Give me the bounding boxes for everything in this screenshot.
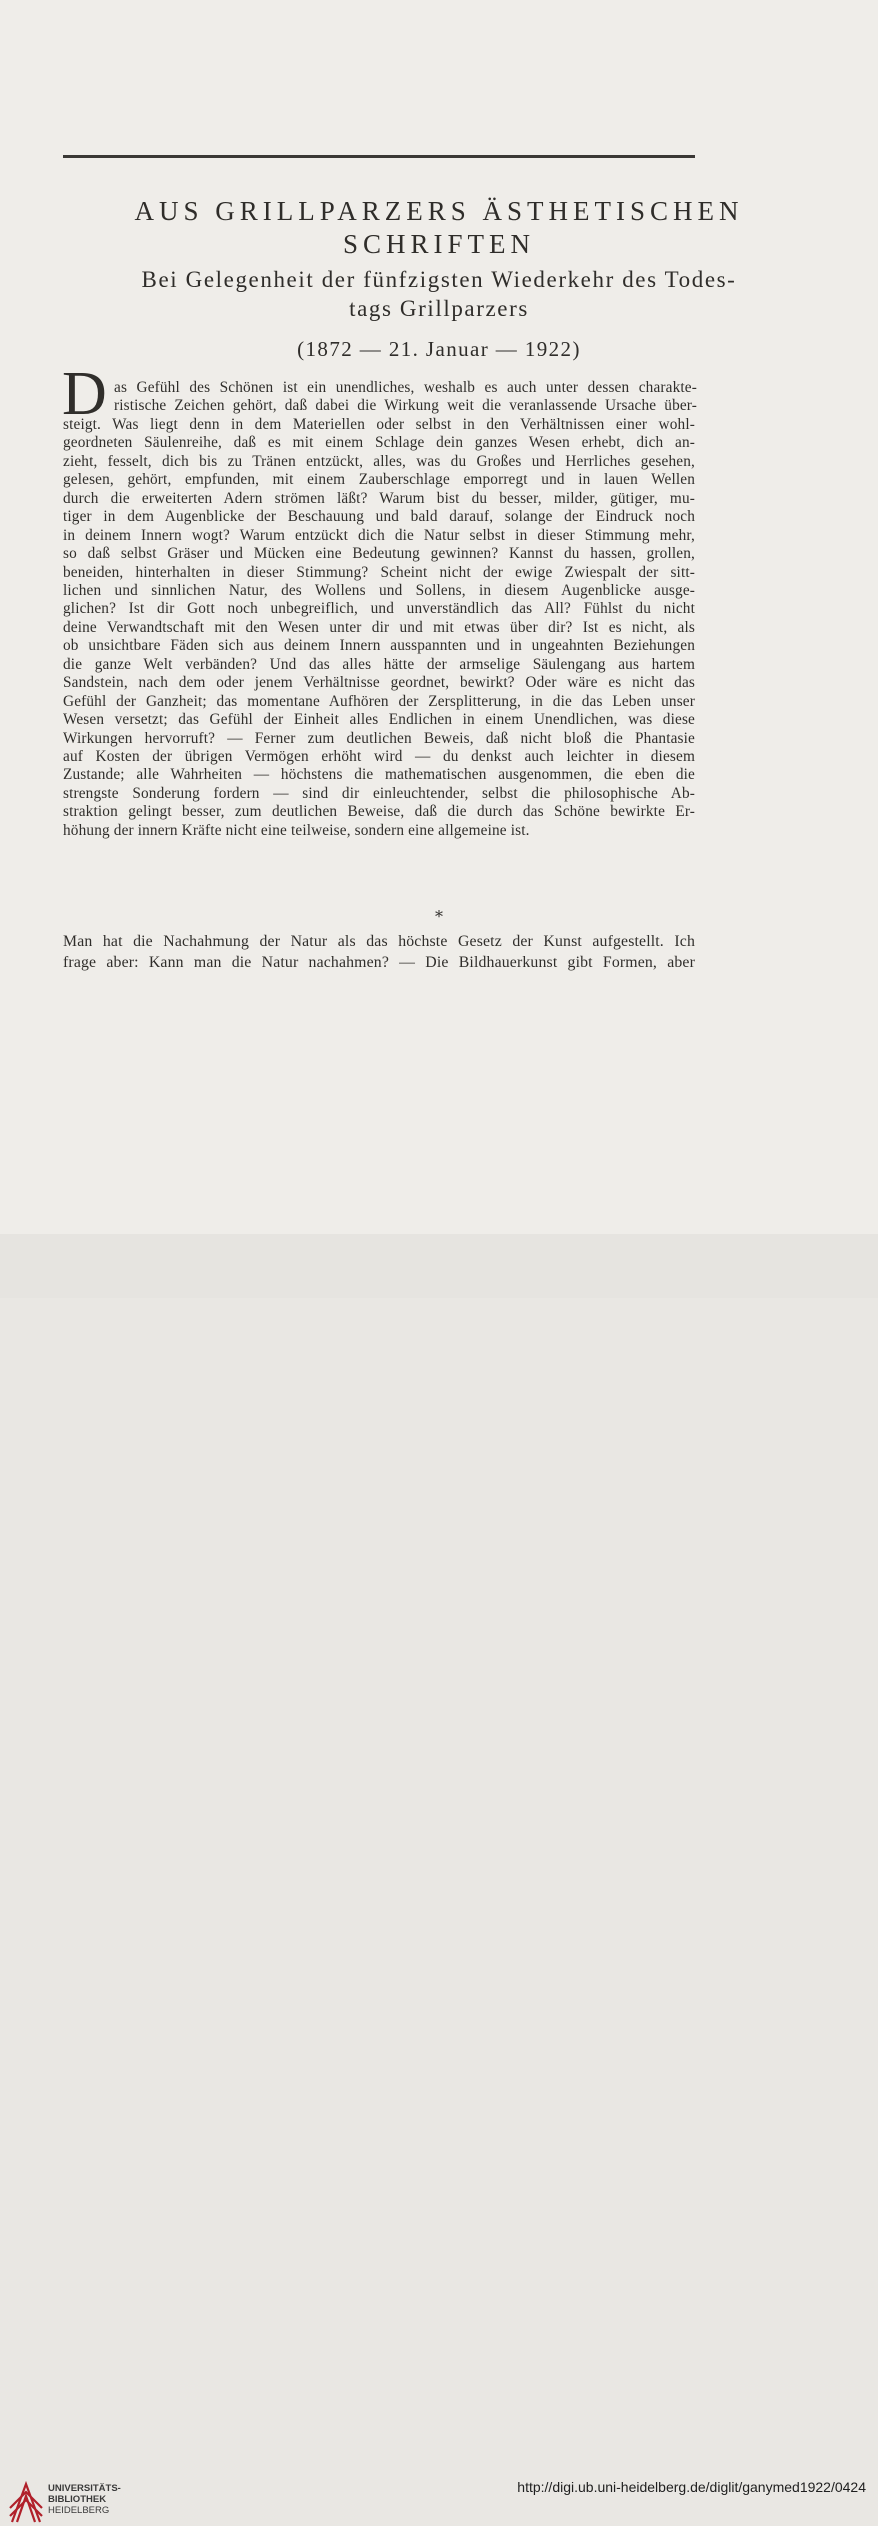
body-line: Wesen versetzt; das Gefühl der Einheit alles Endlichen in einem Unendlichen, was diese: [63, 711, 695, 729]
body-line: durch die erweiterten Adern strömen läßt? Warum bist du besser, milder, gütiger, mu-: [63, 489, 695, 507]
library-name-line-2: BIBLIOTHEK: [48, 2494, 107, 2505]
body-line: strengste Sonderung fordern — sind dir einleuchtender, selbst die philosophische Ab-: [63, 784, 695, 802]
dateline: (1872 — 21. Januar — 1922): [297, 337, 581, 361]
library-name-line-1: UNIVERSITÄTS-: [48, 2483, 121, 2494]
body-line: ob unsichtbare Fäden sich aus deinem Innern ausspannten und in ungeahnten Beziehungen: [63, 637, 695, 655]
body-line: deine Verwandtschaft mit den Wesen unter dir und mit etwas über dir? Ist es nicht, als: [63, 618, 695, 636]
body-line: tiger in dem Augenblicke der Beschauung und bald darauf, solange der Eindruck noch: [63, 508, 695, 526]
body-line: höhung der innern Kräfte nicht eine teilweise, sondern eine allgemeine ist.: [63, 821, 530, 839]
body-line: beneiden, hinterhalten in dieser Stimmung? Scheint nicht der ewige Zwiespalt der sitt-: [63, 563, 695, 581]
body-line: glichen? Ist dir Gott noch unbegreiflich, und unverständlich das All? Fühlst du nicht: [63, 600, 695, 618]
article-title-line-1: AUS GRILLPARZERS ÄSTHETISCHEN: [134, 196, 744, 226]
body-line: in deinem Innern wogt? Warum entzückt dich die Natur selbst in dieser Stimmung mehr,: [63, 526, 695, 544]
body-line: Sandstein, nach dem oder jenem Verhältnisse geordnet, bewirkt? Oder wäre es nicht das: [63, 674, 695, 692]
university-library-logo-icon: [8, 2478, 44, 2526]
body-line: Gefühl der Ganzheit; das momentane Aufhören der Zersplitterung, in die das Leben unser: [63, 692, 695, 710]
body-line: geordneten Säulenreihe, daß es mit einem Schlage dein ganzes Wesen erhebt, dich an-: [63, 434, 695, 452]
body-line: Wirkungen hervorruft? — Ferner zum deutlichen Beweis, daß nicht bloß die Phantasie: [63, 729, 695, 747]
body-line: Zustande; alle Wahrheiten — höchstens die mathematischen ausgenommen, die eben die: [63, 766, 695, 784]
paragraph-line: Man hat die Nachahmung der Natur als das höchste Gesetz der Kunst aufgestellt. Ich: [63, 933, 695, 950]
body-line: as Gefühl des Schönen ist ein unendliches, weshalb es auch unter dessen charakte-: [114, 379, 697, 396]
paragraph-line: frage aber: Kann man die Natur nachahmen? — Die Bildhauerkunst gibt Formen, aber: [63, 954, 695, 971]
subtitle-line-1: Bei Gelegenheit der fünfzigsten Wiederkehr des Todes-: [141, 267, 737, 292]
section-separator: *: [435, 907, 443, 926]
body-line: ristische Zeichen gehört, daß dabei die Wirkung weit die veranlassende Ursache über-: [114, 397, 697, 415]
body-line: zieht, fesselt, dich bis zu Tränen entzückt, alles, was du Großes und Herrliches gesehen,: [63, 452, 695, 470]
library-name-line-3: HEIDELBERG: [48, 2505, 110, 2516]
footer-bar: [0, 1234, 878, 2516]
body-line: so daß selbst Gräser und Mücken eine Bedeutung gewinnen? Kannst du hassen, grollen,: [63, 545, 695, 563]
article-title-line-2: SCHRIFTEN: [342, 229, 536, 259]
library-name: [48, 2483, 121, 2516]
drop-cap: D: [62, 360, 107, 428]
body-line: lichen und sinnlichen Natur, des Wollens und Sollens, in diesem Augenblicke ausge-: [63, 581, 695, 599]
body-line: steigt. Was liegt denn in dem Materiellen oder selbst in den Verhältnissen einer wohl-: [63, 415, 695, 433]
document-page: [0, 0, 878, 1234]
body-line: auf Kosten der übrigen Vermögen erhöht wird — du denkst auch leichter in diesem: [63, 748, 695, 765]
subtitle-line-2: tags Grillparzers: [349, 296, 529, 321]
body-line: gelesen, gehört, empfunden, mit einem Zauberschlage emporregt und in lauen Wellen: [63, 471, 695, 489]
header-rule: [63, 155, 695, 158]
body-line: die ganze Welt verbänden? Und das alles hätte der armselige Säulengang aus hartem: [63, 655, 695, 673]
source-url-link[interactable]: http://digi.ub.uni-heidelberg.de/diglit/ganymed1922/0424: [517, 2479, 866, 2495]
body-line: straktion gelingt besser, zum deutlichen Beweise, daß die durch das Schöne bewirkte Er-: [63, 803, 695, 821]
